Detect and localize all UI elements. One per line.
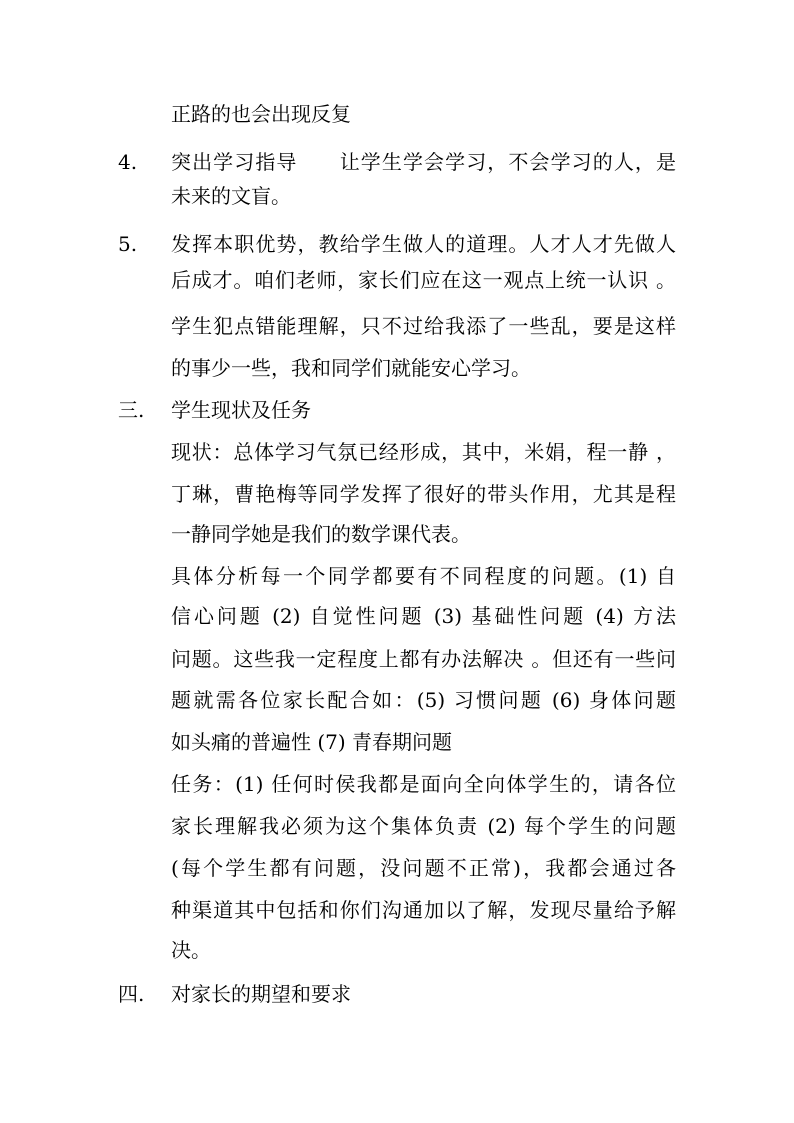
text-line: 如头痛的普遍性 (7) 青春期问题 bbox=[171, 730, 453, 754]
text-line: 一静同学她是我们的数学课代表。 bbox=[171, 522, 471, 546]
text-line: 任务：(1) 任何时侯我都是面向全向体学生的，请各位 bbox=[171, 772, 676, 796]
section-heading: 对家长的期望和要求 bbox=[171, 982, 351, 1006]
text-line: (每个学生都有问题，没问题不正常)，我都会通过各 bbox=[171, 856, 676, 880]
text-line: 决。 bbox=[171, 938, 211, 962]
text-line: 种渠道其中包括和你们沟通加以了解，发现尽量给予解 bbox=[171, 898, 676, 922]
text-line: 题就需各位家长配合如：(5) 习惯问题 (6) 身体问题 bbox=[171, 688, 676, 712]
text-line: 突出学习指导 让学生学会学习，不会学习的人，是 bbox=[171, 150, 676, 174]
text-line: 的事少一些，我和同学们就能安心学习。 bbox=[171, 356, 531, 380]
text-line: 现状：总体学习气氛已经形成，其中，米娟，程一静 ， bbox=[171, 440, 676, 464]
section-heading: 学生现状及任务 bbox=[171, 398, 311, 422]
text-line: 未来的文盲。 bbox=[171, 184, 291, 208]
section-number: 三. bbox=[118, 398, 145, 422]
text-line: 丁琳，曹艳梅等同学发挥了很好的带头作用，尤其是程 bbox=[171, 482, 676, 506]
text-line: 发挥本职优势，教给学生做人的道理。人才人才先做人 bbox=[171, 232, 676, 256]
text-line: 问题。这些我一定程度上都有办法解决 。但还有一些问 bbox=[171, 647, 676, 671]
text-line: 学生犯点错能理解，只不过给我添了一些乱，要是这样 bbox=[171, 314, 676, 338]
text-line: 信心问题 (2) 自觉性问题 (3) 基础性问题 (4) 方法 bbox=[171, 604, 676, 628]
text-line: 家长理解我必须为这个集体负责 (2) 每个学生的问题 bbox=[171, 814, 676, 838]
text-line: 后成才。咱们老师，家长们应在这一观点上统一认识 。 bbox=[171, 268, 676, 292]
section-number: 四. bbox=[118, 982, 145, 1006]
list-number: 5. bbox=[118, 232, 138, 256]
text-line: 正路的也会出现反复 bbox=[171, 102, 351, 126]
text-line: 具体分析每一个同学都要有不同程度的问题。(1) 自 bbox=[171, 564, 676, 588]
list-number: 4. bbox=[118, 150, 138, 174]
